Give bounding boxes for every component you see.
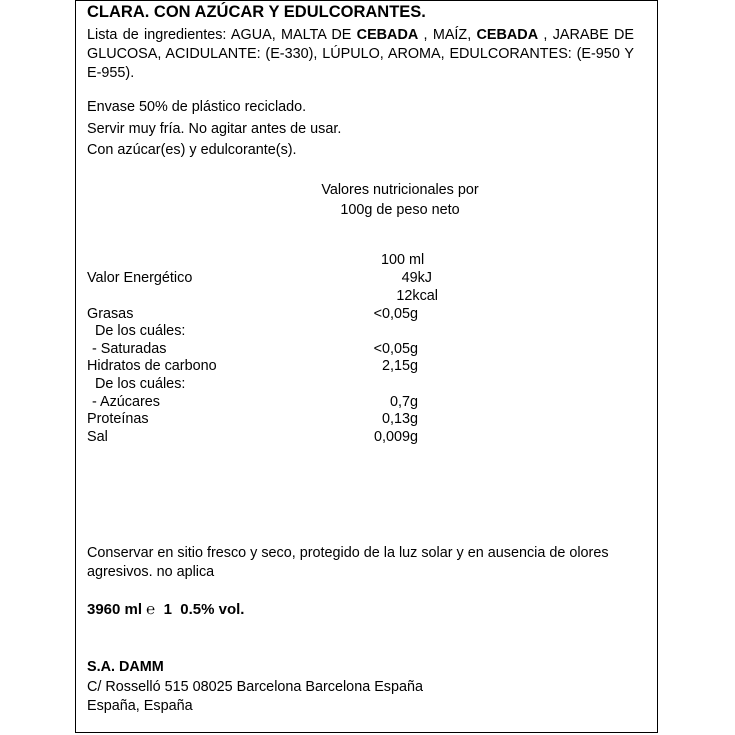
nutrition-header-line2: 100g de peso neto [340,202,460,218]
company-name: S.A. DAMM [87,659,164,675]
estimated-sign-icon: ℮ [146,601,156,618]
note-serve: Servir muy fría. No agitar antes de usar. [87,121,342,137]
nutrition-row-value: 49kJ [401,270,432,286]
nutrition-row-label: De los cuáles: [95,323,186,339]
ingredients-rest: , JARABE DE GLUCOSA, ACIDULANTE: (E-330), LÚPULO, AROMA, EDULCORANTES: (E-950 Y E-955). [87,27,634,81]
nutrition-column-header: 100 ml [381,252,425,268]
ingredients-prefix: Lista de ingredientes: AGUA, MALTA DE [87,27,357,43]
ingredients-middle: , MAÍZ, [418,27,477,43]
nutrition-row-label: Grasas [87,306,134,322]
alcohol-by-volume: 0.5% vol. [180,601,245,618]
nutrition-row-label: - Azúcares [92,394,160,410]
company-address: C/ Rosselló 515 08025 Barcelona Barcelona España [87,679,424,695]
storage-line2: agresivos. no aplica [87,564,215,580]
product-title: CLARA. CON AZÚCAR Y EDULCORANTES. [87,3,426,21]
nutrition-row-label: Valor Energético [87,270,193,286]
nutrition-row-label: Proteínas [87,411,149,427]
nutrition-row-value: 12kcal [396,288,438,304]
note-recycled: Envase 50% de plástico reciclado. [87,99,307,115]
quantity-line [87,601,244,619]
nutrition-row-label: De los cuáles: [95,376,186,392]
nutrition-row-value: 0,7g [389,394,418,410]
company-country: España, España [87,698,193,714]
nutrition-row-value: 0,13g [381,411,418,427]
nutrition-row-label: - Saturadas [92,341,167,357]
nutrition-row-value: <0,05g [373,341,418,357]
ingredients-list [87,26,634,83]
nutrition-row-value: 0,009g [373,429,418,445]
nutrition-header-line1: Valores nutricionales por [321,182,479,198]
nutrition-row-label: Sal [87,429,108,445]
unit-count: 1 [163,601,172,618]
nutrition-row-label: Hidratos de carbono [87,358,217,374]
allergen-cebada-1: CEBADA [356,27,419,43]
nutrition-row-value: 2,15g [381,358,418,374]
nutrition-row-value: <0,05g [373,306,418,322]
storage-line1: Conservar en sitio fresco y seco, protegido de la luz solar y en ausencia de olores [87,545,609,561]
net-volume: 3960 ml [87,601,143,618]
allergen-cebada-2: CEBADA [476,27,539,43]
note-sweeteners: Con azúcar(es) y edulcorante(s). [87,142,297,158]
